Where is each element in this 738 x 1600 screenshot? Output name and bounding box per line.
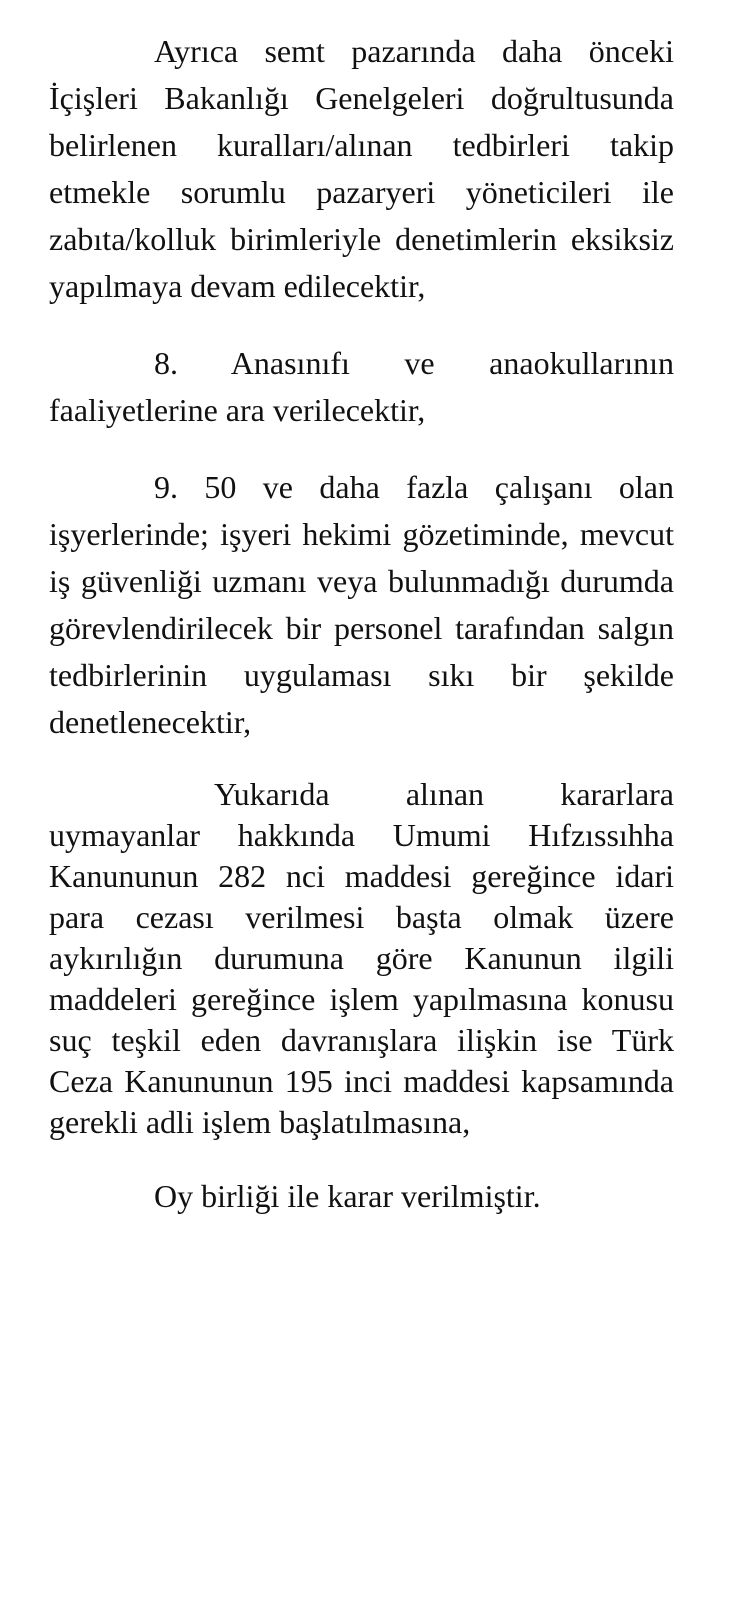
paragraph-unanimous-decision: Oy birliği ile karar verilmiştir.	[154, 1178, 541, 1214]
paragraph-market-inspections: Ayrıca semt pazarında daha önceki İçişleri Bakanlığı Genelgeleri doğrultusunda belirlenen kuralları/alınan tedbirleri takip etmekle sorumlu pazaryeri yöneticileri ile zabıta/kolluk birimleriyle denetimlerin eksiksiz yapılmaya devam edilecektir,	[49, 33, 674, 304]
paragraph-item-9-workplaces: 9. 50 ve daha fazla çalışanı olan işyerlerinde; işyeri hekimi gözetiminde, mevcut iş güvenliği uzmanı veya bulunmadığı durumda görevlendirilecek bir personel tarafından salgın tedbirlerinin uygulaması sıkı bir şekilde denetlenecektir,	[49, 469, 674, 740]
document-page	[49, 28, 674, 1220]
paragraph-penalties: Yukarıda alınan kararlara uymayanlar hakkında Umumi Hıfzıssıhha Kanununun 282 nci maddesi gereğince idari para cezası verilmesi başta olmak üzere aykırılığın durumuna göre Kanunun ilgili maddeleri gereğince işlem yapılmasına konusu suç teşkil eden davranışlara ilişkin ise Türk Ceza Kanununun 195 inci maddesi kapsamında gerekli adli işlem başlatılmasına,	[49, 776, 674, 1140]
paragraph-item-8-kindergartens: 8. Anasınıfı ve anaokullarının faaliyetlerine ara verilecektir,	[49, 345, 674, 428]
